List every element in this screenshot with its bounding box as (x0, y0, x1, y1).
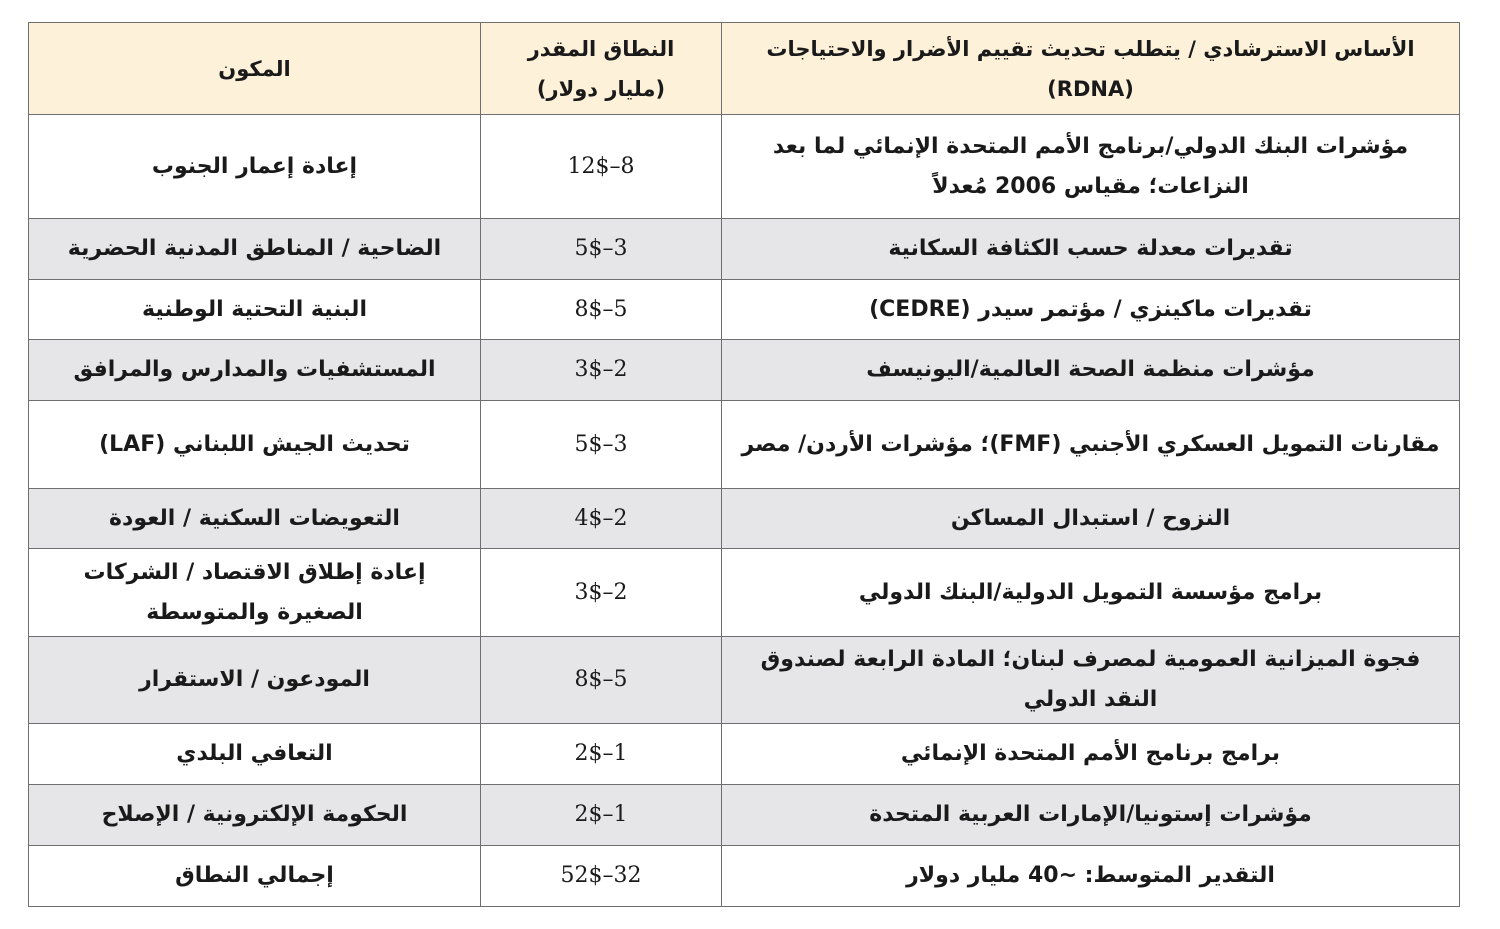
total-row (29, 846, 1460, 907)
range-cell: 1–2$ (481, 724, 722, 785)
component-cell: البنية التحتية الوطنية (29, 280, 481, 340)
table-row (29, 280, 1460, 340)
basis-cell: النزوح / استبدال المساكن (722, 489, 1460, 549)
range-cell: 3–5$ (481, 401, 722, 489)
basis-cell: برامج برنامج الأمم المتحدة الإنمائي (722, 724, 1460, 785)
component-cell: إجمالي النطاق (29, 846, 481, 907)
basis-cell: مؤشرات البنك الدولي/برنامج الأمم المتحدة الإنمائي لما بعد النزاعات؛ مقياس 2006 مُعدلاً (722, 115, 1460, 219)
estimates-table (28, 22, 1460, 907)
table-row (29, 637, 1460, 724)
table-row (29, 340, 1460, 401)
basis-cell: مؤشرات إستونيا/الإمارات العربية المتحدة (722, 785, 1460, 846)
basis-cell: برامج مؤسسة التمويل الدولية/البنك الدولي (722, 549, 1460, 637)
table-row (29, 785, 1460, 846)
basis-cell: التقدير المتوسط: ~40 مليار دولار (722, 846, 1460, 907)
table-row (29, 549, 1460, 637)
range-cell: 1–2$ (481, 785, 722, 846)
range-cell: 2–3$ (481, 340, 722, 401)
range-cell: 2–3$ (481, 549, 722, 637)
header-basis: الأساس الاسترشادي / يتطلب تحديث تقييم الأضرار والاحتياجات (RDNA) (722, 23, 1460, 115)
basis-cell: فجوة الميزانية العمومية لمصرف لبنان؛ المادة الرابعة لصندوق النقد الدولي (722, 637, 1460, 724)
basis-cell: مقارنات التمويل العسكري الأجنبي (FMF)؛ مؤشرات الأردن/ مصر (722, 401, 1460, 489)
basis-cell: تقديرات معدلة حسب الكثافة السكانية (722, 219, 1460, 280)
component-cell: التعافي البلدي (29, 724, 481, 785)
range-cell: 3–5$ (481, 219, 722, 280)
component-cell: التعويضات السكنية / العودة (29, 489, 481, 549)
range-cell: 2–4$ (481, 489, 722, 549)
range-cell: 5–8$ (481, 637, 722, 724)
header-row (29, 23, 1460, 115)
range-cell: 8–12$ (481, 115, 722, 219)
component-cell: المودعون / الاستقرار (29, 637, 481, 724)
basis-cell: مؤشرات منظمة الصحة العالمية/اليونيسف (722, 340, 1460, 401)
component-cell: الضاحية / المناطق المدنية الحضرية (29, 219, 481, 280)
component-cell: الحكومة الإلكترونية / الإصلاح (29, 785, 481, 846)
table-row (29, 401, 1460, 489)
component-cell: المستشفيات والمدارس والمرافق (29, 340, 481, 401)
table-row (29, 115, 1460, 219)
basis-cell: تقديرات ماكينزي / مؤتمر سيدر (CEDRE) (722, 280, 1460, 340)
range-cell: 32–52$ (481, 846, 722, 907)
header-component: المكون (29, 23, 481, 115)
component-cell: إعادة إعمار الجنوب (29, 115, 481, 219)
table-row (29, 489, 1460, 549)
component-cell: تحديث الجيش اللبناني (LAF) (29, 401, 481, 489)
header-range: النطاق المقدر (مليار دولار) (481, 23, 722, 115)
component-cell: إعادة إطلاق الاقتصاد / الشركات الصغيرة والمتوسطة (29, 549, 481, 637)
range-cell: 5–8$ (481, 280, 722, 340)
table-row (29, 724, 1460, 785)
table-row (29, 219, 1460, 280)
